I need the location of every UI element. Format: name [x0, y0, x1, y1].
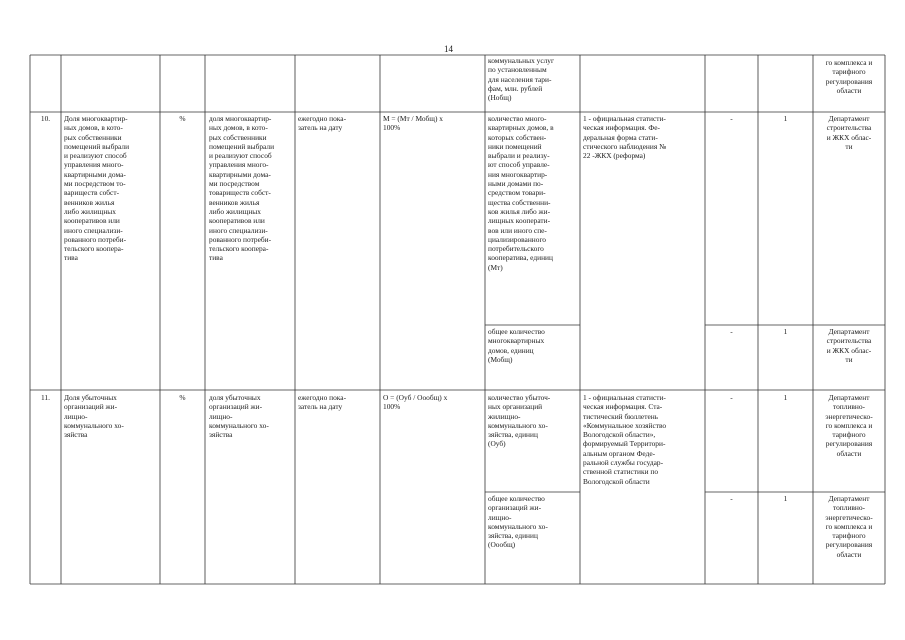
basic-indicator-desc: количество много- квартирных домов, в которых собствен- ники помещений выбрали и реализу- ют способ управле- ния многоквартир- ными домами по- средством товари- щества собственни- ков жилья либо жи- лищных кооперати- вов или иного спе- циализированного потребительского кооператива, единиц (Мт)	[488, 114, 554, 272]
formula: М = (Мт / Мобщ) х 100%	[383, 114, 443, 133]
collection-method: 1 - официальная статисти- ческая информация. Ста- тистический бюллетень «Коммунальное хозяйство Вологодской области», формируемый Территори- альным органом Федe- ральной службы государ- ственной статистики по Вологодской области	[583, 393, 667, 486]
indicator-name: Доля убыточных организаций жи- лищно- коммунального хо- зяйства	[64, 393, 124, 440]
col8-value: -	[730, 393, 733, 402]
indicator-definition: доля многоквартир- ных домов, в кото- рых собственники помещений выбрали и реализуют способ управления много- квартирными дома- ми посредством товариществ собст- венников жилья либо жилищных кооперативов или иного специализи- рованного потреби- тельского коопера- тива	[209, 114, 275, 263]
responsible: Департамент топливно- энергетическо- го комплекса и тарифного регулирования области	[825, 393, 873, 458]
unit: %	[179, 393, 186, 402]
continuation-calc-desc: коммунальных услуг по установленным для населения тари- фам, млн. рублей (Нобщ)	[488, 56, 555, 103]
col9-value: 1	[783, 494, 788, 503]
unit: %	[179, 114, 186, 123]
responsible: Департамент строительства и ЖКХ облас- ти	[826, 114, 872, 151]
indicator-definition: доля убыточных организаций жи- лищно- коммунального хо- зяйства	[209, 393, 269, 440]
page-number: 14	[444, 44, 453, 54]
basic-indicator-desc: общее количество организаций жи- лищно- коммунального хо- зяйства, единиц (Оообщ)	[488, 494, 548, 550]
col8-value: -	[730, 494, 733, 503]
formula: О = (Оуб / Оообщ) х 100%	[383, 393, 448, 412]
periodicity: ежегодно пока- затель на дату	[298, 114, 347, 133]
col9-value: 1	[783, 114, 788, 123]
col8-value: -	[730, 327, 733, 336]
continuation-responsible: го комплекса и тарифного регулирования области	[825, 58, 873, 95]
periodicity: ежегодно пока- затель на дату	[298, 393, 347, 412]
collection-method: 1 - официальная статисти- ческая информация. Фе- деральная форма стати- стического наблюдения № 22 -ЖКХ (реформа)	[583, 114, 667, 161]
basic-indicator-desc: количество убыточ- ных организаций жилищно- коммунального хо- зяйства, единиц (Оуб)	[488, 393, 551, 449]
responsible: Департамент топливно- энергетическо- го комплекса и тарифного регулирования области	[825, 494, 873, 559]
col9-value: 1	[783, 393, 788, 402]
basic-indicator-desc: общее количество многоквартирных домов, единиц (Мобщ)	[488, 327, 545, 364]
row-number: 10.	[40, 114, 51, 123]
responsible: Департамент строительства и ЖКХ облас- ти	[826, 327, 872, 364]
row-number: 11.	[41, 393, 50, 402]
col8-value: -	[730, 114, 733, 123]
indicator-name: Доля многоквартир- ных домов, в кото- рых собственники помещений выбрали и реализуют способ управления много- квартирными дома- ми посредством то- вариществ собст- венников жилья либо жилищных кооперативов или иного специализи- рованного потреби- тельского коопера- тива	[64, 114, 130, 263]
col9-value: 1	[783, 327, 788, 336]
